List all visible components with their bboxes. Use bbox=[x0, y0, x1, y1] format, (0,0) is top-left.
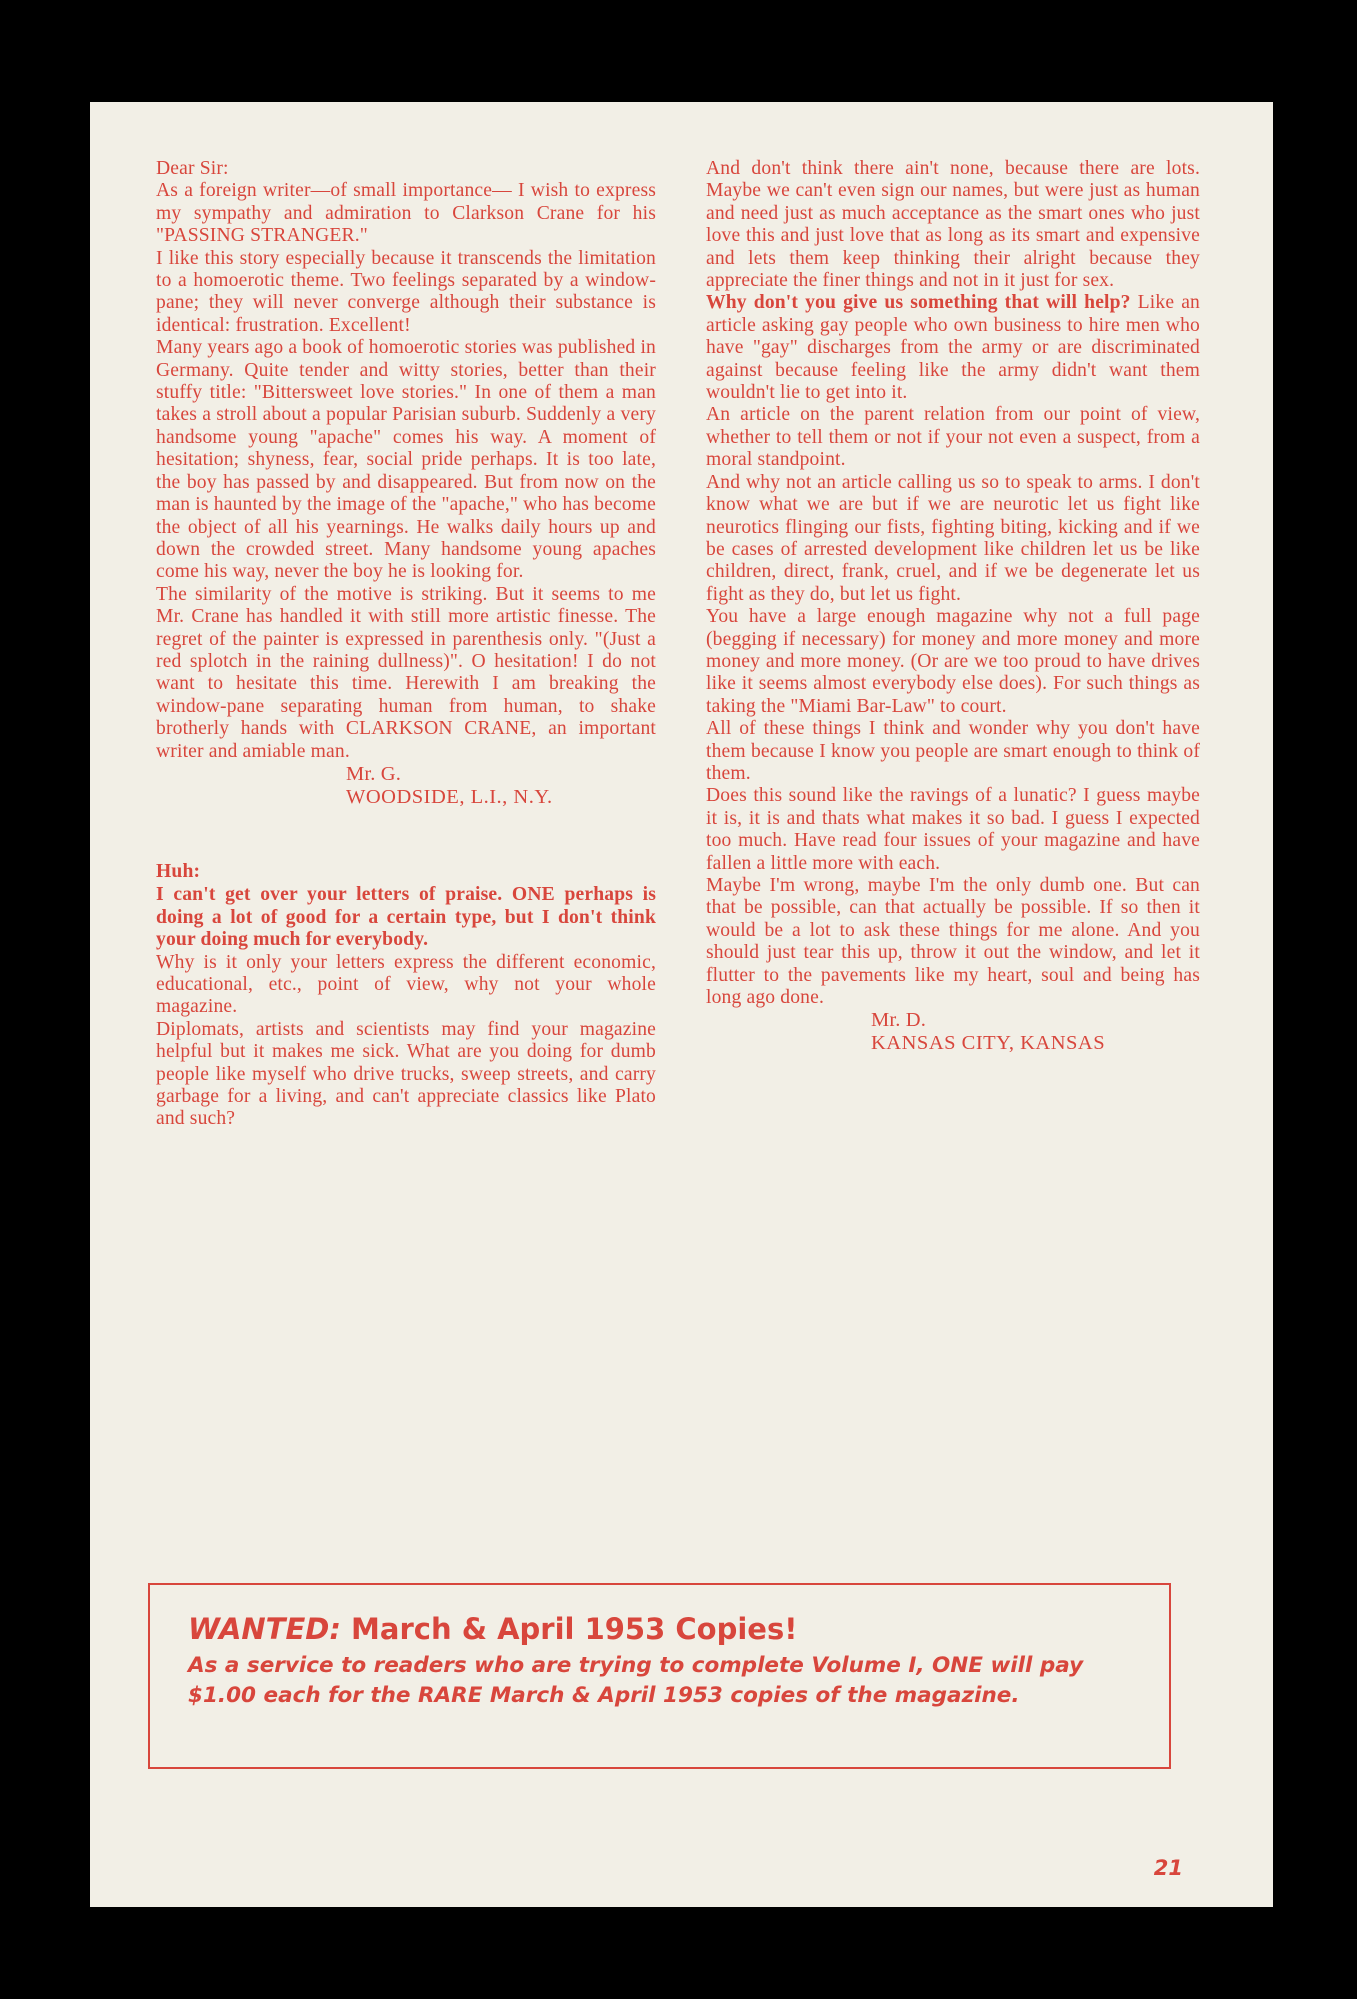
letter2-lead: I can't get over your letters of praise. ONE perhaps is doing a lot of good for a certain type, but I don't think your doing much for everybody. bbox=[156, 884, 656, 951]
letter2-paragraph: Why is it only your letters express the different economic, educational, etc., point of view, why not your whole magazine. bbox=[156, 951, 656, 1018]
letter2-paragraph: Does this sound like the ravings of a lunatic? I guess maybe it is, it is and thats what makes it so bad. I guess I expected too much. Have read four issues of your magazine and have fallen a little more with each. bbox=[706, 785, 1200, 874]
right-column bbox=[706, 158, 1200, 1055]
wanted-notice-box bbox=[148, 1583, 1171, 1769]
letter2-signature-block bbox=[871, 1009, 1200, 1055]
letter1-place: WOODSIDE, L.I., N.Y. bbox=[346, 785, 553, 808]
letter1-signature-block bbox=[346, 763, 656, 809]
notice-body: As a service to readers who are trying to complete Volume I, ONE will pay $1.00 each for the RARE March & April 1953 copies of the magazine. bbox=[188, 1653, 1084, 1708]
magazine-page bbox=[90, 102, 1273, 1907]
letter2-signature: Mr. D. bbox=[871, 1009, 927, 1032]
letter2-paragraph: And don't think there ain't none, because there are lots. Maybe we can't even sign our names, but were just as human and need just as much acceptance as the smart ones who just love this and just love that as long as its smart and expensive and lets them keep thinking their alright because they appreciate the finer things and not in it just for sex. bbox=[706, 158, 1200, 292]
letter1-signature: Mr. G. bbox=[346, 762, 402, 785]
letter2-question-paragraph bbox=[706, 292, 1200, 404]
letter2-paragraph: An article on the parent relation from our point of view, whether to tell them or not if your not even a suspect, from a moral standpoint. bbox=[706, 404, 1200, 471]
letter1-paragraph: As a foreign writer—of small importance— I wish to express my sympathy and admiration to Clarkson Crane for his "PASSING STRANGER." bbox=[156, 180, 656, 247]
notice-label: WANTED: bbox=[188, 1612, 341, 1646]
letter2-place: KANSAS CITY, KANSAS bbox=[871, 1032, 1106, 1055]
letter1-salutation: Dear Sir: bbox=[156, 158, 229, 179]
letter1-paragraph: Many years ago a book of homoerotic stories was published in Germany. Quite tender and witty stories, better than their stuffy title: "Bittersweet love stories." In one of them a man takes a stroll about a popular Parisian suburb. Suddenly a very handsome young "apache" comes his way. A moment of hesitation; shyness, fear, social pride perhaps. It is too late, the boy has passed by and disappeared. But from now on the man is haunted by the image of the "apache," who has become the object of all his yearnings. He walks daily hours up and down the crowded street. Many handsome young apaches come his way, never the boy he is looking for. bbox=[156, 337, 656, 583]
letter2-paragraph: Maybe I'm wrong, maybe I'm the only dumb one. But can that be possible, can that actually be possible. If so then it would be a lot to ask these things for me alone. And you should just tear this up, throw it out the window, and let it flutter to the pavements like my heart, soul and being has long ago done. bbox=[706, 875, 1200, 1009]
letter1-paragraph: The similarity of the motive is striking. But it seems to me Mr. Crane has handled it with still more artistic finesse. The regret of the painter is expressed in parenthesis only. "(Just a red splotch in the raining dullness)". O hesitation! I do not want to hesitate this time. Herewith I am breaking the window-pane separating human from human, to shake brotherly hands with CLARKSON CRANE, an important writer and amiable man. bbox=[156, 583, 656, 762]
notice-headline-line bbox=[188, 1611, 1131, 1647]
letter2-paragraph: All of these things I think and wonder why you don't have them because I know you people are smart enough to think of them. bbox=[706, 718, 1200, 784]
letter2-salutation: Huh: bbox=[156, 860, 201, 882]
left-column bbox=[156, 158, 656, 1131]
letter2-question-rest: Like an article asking gay people who own business to hire men who have "gay" discharges from the army or are discriminated against because feeling like the army didn't want them wouldn't lie to get into it. bbox=[706, 292, 1200, 404]
page-number: 21 bbox=[1153, 1856, 1183, 1880]
notice-headline: March & April 1953 Copies! bbox=[351, 1612, 798, 1646]
letter1-paragraph: I like this story especially because it transcends the limitation to a homoerotic theme. Two feelings separated by a window-pane; they will never converge although their substance is identical: frustration. Excellent! bbox=[156, 247, 656, 336]
letter2-paragraph: And why not an article calling us so to speak to arms. I don't know what we are but if we are neurotic let us fight like neurotics flinging our fists, fighting biting, kicking and if we be cases of arrested development like children let us be like children, direct, frank, cruel, and if we be degenerate let us fight as they do, but let us fight. bbox=[706, 471, 1200, 605]
letter2-paragraph: You have a large enough magazine why not a full page (begging if necessary) for money and more money and more money and more money. (Or are we too proud to have drives like it seems almost everybody else does). For such things as taking the "Miami Bar-Law" to court. bbox=[706, 606, 1200, 717]
letter-gap bbox=[156, 809, 656, 861]
letter2-question-bold: Why don't you give us something that will help? bbox=[706, 292, 1131, 314]
letter2-paragraph: Diplomats, artists and scientists may find your magazine helpful but it makes me sick. What are you doing for dumb people like myself who drive trucks, sweep streets, and carry garbage for a living, and can't appreciate classics like Plato and such? bbox=[156, 1018, 656, 1130]
